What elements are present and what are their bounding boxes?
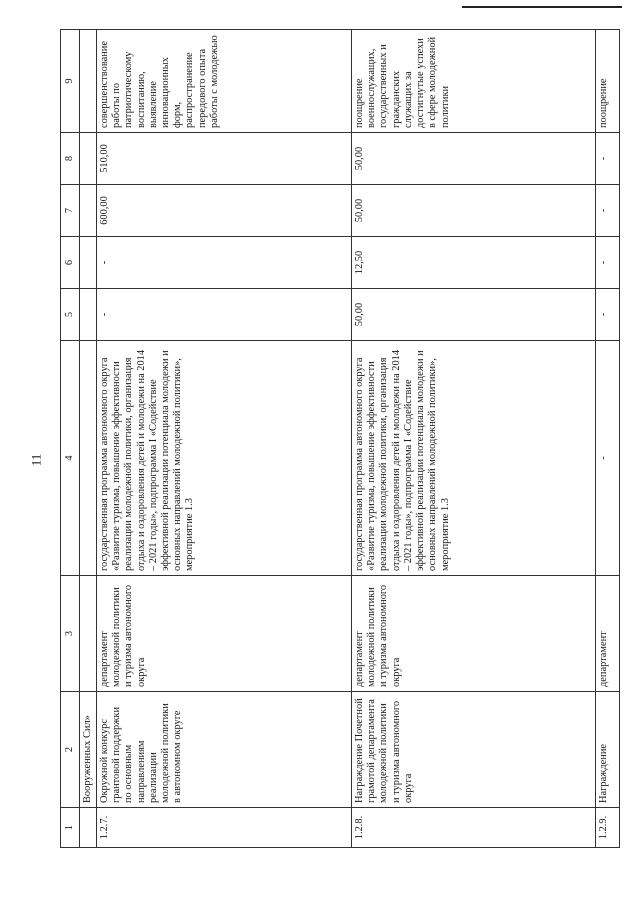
cell-empty <box>79 133 96 185</box>
value-col7: 50,00 <box>352 185 596 237</box>
cell-empty <box>79 808 96 848</box>
cell-empty <box>79 576 96 692</box>
value-col6: 12,50 <box>352 237 596 289</box>
cell-empty <box>79 185 96 237</box>
top-rule <box>462 6 622 8</box>
program-reference: государственная программа автономного округа «Развитие туризма, повышение эффективности реализации молодежной политики, организация отдыха и оздоровления детей и молодежи на 2014 – 2021 годы», подпрограмма I «Содействие эффективной реализации потенциала молодежи и основных направлений молодежной политики», мероприятие 1.3 <box>352 341 596 576</box>
cell-empty <box>79 30 96 133</box>
col-header-2: 2 <box>61 692 80 808</box>
row-number: 1.2.9. <box>595 808 619 848</box>
program-reference: государственная программа автономного округа «Развитие туризма, повышение эффективности реализации молодежной политики, организация отдыха и оздоровления детей и молодежи на 2014 – 2021 годы», подпрограмма I «Содействие эффективной реализации потенциала молодежи и основных направлений молодежной политики», мероприятие 1.3 <box>96 341 351 576</box>
page-number: 11 <box>28 453 44 467</box>
col-header-9: 9 <box>61 30 80 133</box>
cell-empty <box>79 341 96 576</box>
executor: департамент молодежной политики и туризма автономного округа <box>352 576 596 692</box>
col-header-8: 8 <box>61 133 80 185</box>
cell-empty <box>79 289 96 341</box>
column-number-row <box>61 30 80 848</box>
program-reference: - <box>595 341 619 576</box>
executor: департамент <box>595 576 619 692</box>
cell-empty <box>79 237 96 289</box>
value-col5: 50,00 <box>352 289 596 341</box>
value-col5: - <box>96 289 351 341</box>
continuation-row <box>79 30 96 848</box>
expected-result: поощрение военнослужащих, государственных и гражданских служащих за достигнутые успехи в сфере молодежной политики <box>352 30 596 133</box>
value-col6: - <box>595 237 619 289</box>
row-number: 1.2.7. <box>96 808 351 848</box>
col-header-5: 5 <box>61 289 80 341</box>
continuation-text: Вооруженных Сил» <box>79 692 96 808</box>
expected-result: совершенствование работы по патриотическому воспитанию, выявление инновационных форм, распространение передового опыта работы с молодежью <box>96 30 351 133</box>
value-col8: 50,00 <box>352 133 596 185</box>
event-name: Награждение Почетной грамотой департамента молодежной политики и туризма автономного округа <box>352 692 596 808</box>
table-row <box>595 30 619 848</box>
table-row <box>96 30 351 848</box>
col-header-7: 7 <box>61 185 80 237</box>
executor: департамент молодежной политики и туризма автономного округа <box>96 576 351 692</box>
col-header-4: 4 <box>61 341 80 576</box>
row-number: 1.2.8. <box>352 808 596 848</box>
rotated-table-sheet <box>60 30 620 848</box>
value-col7: 600,00 <box>96 185 351 237</box>
event-name: Окружной конкурс грантовой поддержки по основным направлениям реализации молодежной политики в автономном округе <box>96 692 351 808</box>
value-col5: - <box>595 289 619 341</box>
value-col8: 510,00 <box>96 133 351 185</box>
value-col7: - <box>595 185 619 237</box>
col-header-3: 3 <box>61 576 80 692</box>
expected-result: поощрение <box>595 30 619 133</box>
col-header-6: 6 <box>61 237 80 289</box>
event-name: Награждение <box>595 692 619 808</box>
col-header-1: 1 <box>61 808 80 848</box>
value-col6: - <box>96 237 351 289</box>
table-row <box>352 30 596 848</box>
plan-table <box>60 29 620 848</box>
value-col8: - <box>595 133 619 185</box>
